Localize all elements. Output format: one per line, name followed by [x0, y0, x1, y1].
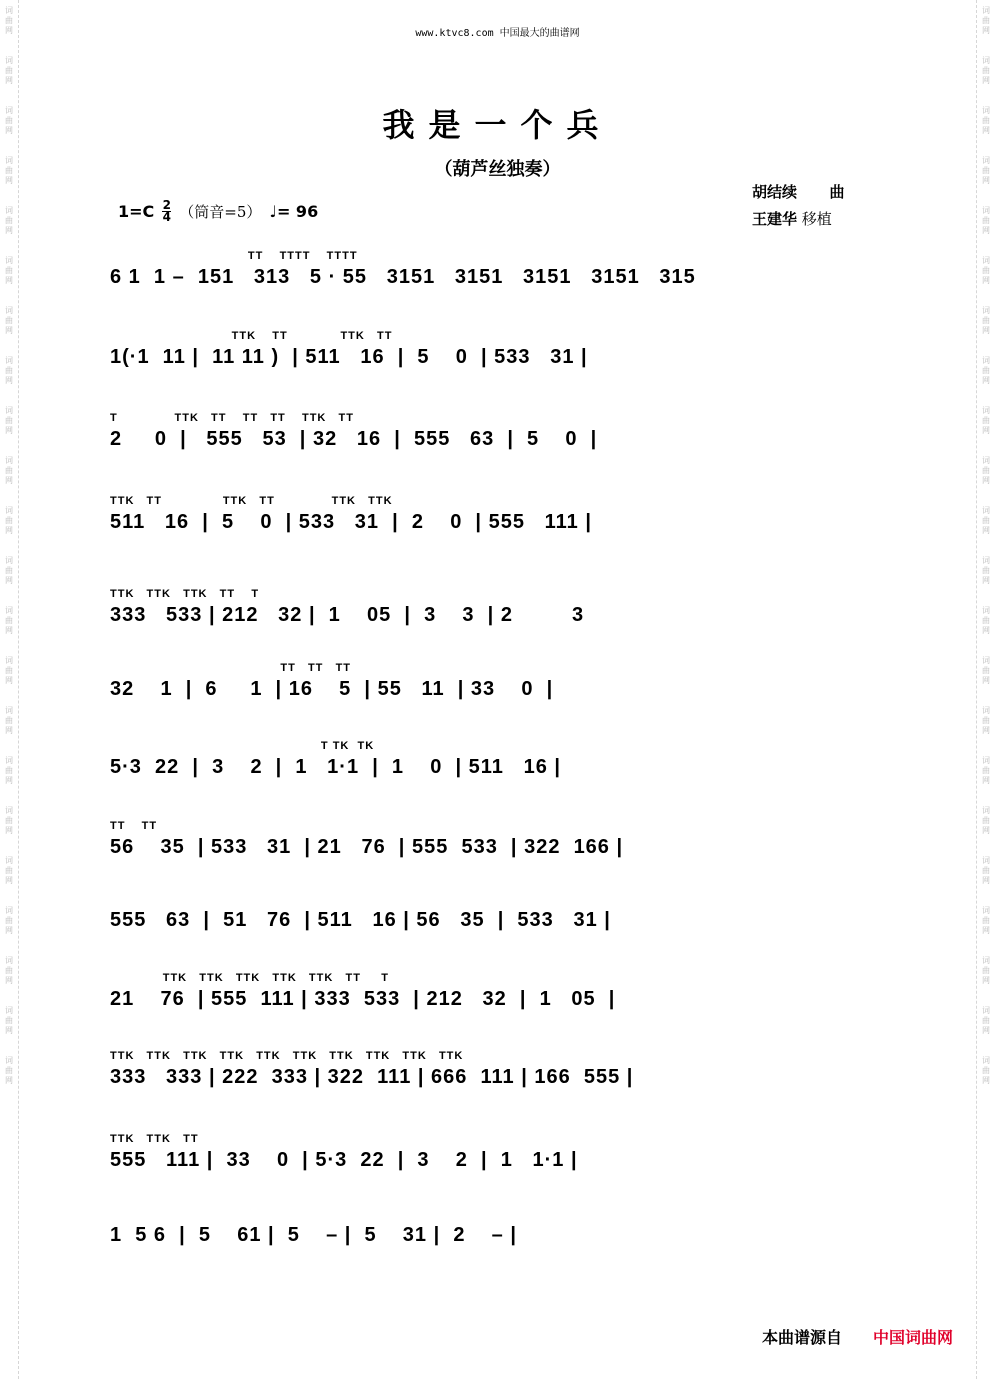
side-watermark-right	[976, 0, 995, 1379]
watermark-group	[5, 906, 13, 936]
watermark-char: 曲	[982, 216, 990, 225]
watermark-group	[5, 506, 13, 536]
score-row	[110, 820, 870, 872]
watermark-char: 网	[5, 476, 13, 485]
watermark-char: 词	[982, 1006, 990, 1015]
watermark-char: 网	[982, 776, 990, 785]
composer-credit	[752, 181, 845, 202]
watermark-char: 曲	[5, 1066, 13, 1075]
watermark-char: 曲	[982, 816, 990, 825]
score-row	[110, 662, 870, 714]
watermark-group	[5, 756, 13, 786]
site-header: www.ktvc8.com 中国最大的曲谱网	[415, 28, 580, 39]
watermark-char: 词	[5, 156, 13, 165]
watermark-group	[982, 856, 990, 886]
side-watermark-left	[0, 0, 19, 1379]
notation-line: 21 76 | 555 111 | 333 533 | 212 32 | 1 05 |	[110, 988, 616, 1010]
watermark-group	[982, 906, 990, 936]
articulation-marks: TTK TTK TT	[110, 1133, 199, 1145]
tempo-marking: ♩= 96	[269, 202, 319, 221]
score-row	[110, 588, 870, 640]
watermark-char: 曲	[5, 116, 13, 125]
notation-line: 2 0 | 555 53 | 32 16 | 555 63 | 5 0 |	[110, 428, 598, 450]
watermark-char: 词	[5, 806, 13, 815]
articulation-marks: TTK TT TTK TT	[110, 330, 393, 342]
notation-line: 555 111 | 33 0 | 5·3 22 | 3 2 | 1 1·1 |	[110, 1149, 578, 1171]
watermark-char: 曲	[5, 16, 13, 25]
watermark-char: 网	[982, 976, 990, 985]
watermark-char: 词	[982, 456, 990, 465]
watermark-group	[982, 306, 990, 336]
articulation-marks: TT TT TT	[110, 662, 352, 674]
arranger-role: 移植	[801, 210, 832, 228]
watermark-char: 词	[5, 206, 13, 215]
key-signature: 1=C	[118, 202, 155, 221]
watermark-char: 曲	[982, 366, 990, 375]
watermark-char: 网	[5, 1076, 13, 1085]
watermark-group	[5, 606, 13, 636]
watermark-char: 网	[5, 676, 13, 685]
score-row	[110, 250, 870, 302]
time-numerator: 2	[162, 198, 171, 212]
time-denominator: 4	[162, 210, 171, 224]
watermark-group	[982, 456, 990, 486]
watermark-char: 曲	[982, 166, 990, 175]
watermark-group	[5, 956, 13, 986]
watermark-char: 词	[982, 106, 990, 115]
articulation-marks: TT TTTT TTTT	[110, 250, 358, 262]
watermark-char: 曲	[982, 716, 990, 725]
watermark-group	[982, 956, 990, 986]
score-row	[110, 1133, 870, 1185]
watermark-char: 曲	[982, 116, 990, 125]
arranger-credit	[752, 208, 832, 229]
watermark-char: 网	[5, 176, 13, 185]
watermark-char: 曲	[982, 266, 990, 275]
watermark-char: 网	[5, 426, 13, 435]
watermark-char: 曲	[982, 566, 990, 575]
watermark-char: 词	[982, 6, 990, 15]
notation-line: 5·3 22 | 3 2 | 1 1·1 | 1 0 | 511 16 |	[110, 756, 561, 778]
watermark-char: 曲	[982, 866, 990, 875]
watermark-char: 词	[5, 656, 13, 665]
watermark-char: 曲	[5, 466, 13, 475]
watermark-char: 网	[5, 976, 13, 985]
page-subtitle: （葫芦丝独奏）	[434, 159, 561, 180]
watermark-char: 网	[5, 926, 13, 935]
watermark-char: 网	[5, 26, 13, 35]
watermark-group	[5, 206, 13, 236]
footer-source-label: 本曲谱源自	[762, 1328, 843, 1347]
watermark-group	[5, 556, 13, 586]
watermark-group	[982, 656, 990, 686]
watermark-char: 曲	[982, 316, 990, 325]
watermark-char: 曲	[5, 866, 13, 875]
watermark-char: 词	[5, 406, 13, 415]
watermark-char: 词	[982, 306, 990, 315]
watermark-group	[5, 256, 13, 286]
watermark-group	[982, 406, 990, 436]
watermark-char: 词	[982, 556, 990, 565]
watermark-char: 网	[982, 476, 990, 485]
score-row	[110, 972, 870, 1024]
watermark-group	[5, 356, 13, 386]
watermark-group	[5, 56, 13, 86]
watermark-char: 词	[982, 56, 990, 65]
watermark-char: 词	[5, 1006, 13, 1015]
watermark-char: 曲	[982, 416, 990, 425]
watermark-char: 曲	[982, 616, 990, 625]
watermark-char: 网	[982, 226, 990, 235]
key-signature-line	[118, 200, 318, 223]
watermark-char: 曲	[5, 216, 13, 225]
watermark-char: 词	[982, 406, 990, 415]
watermark-char: 曲	[5, 66, 13, 75]
watermark-group	[5, 456, 13, 486]
watermark-group	[5, 706, 13, 736]
watermark-char: 曲	[5, 966, 13, 975]
articulation-marks: TTK TTK TTK TTK TTK TTK TTK TTK TTK TTK	[110, 1050, 464, 1062]
watermark-char: 网	[5, 726, 13, 735]
watermark-group	[982, 556, 990, 586]
watermark-char: 网	[982, 1026, 990, 1035]
watermark-char: 词	[982, 656, 990, 665]
watermark-char: 网	[982, 626, 990, 635]
notation-line: 1 5 6 | 5 61 | 5 – | 5 31 | 2 – |	[110, 1224, 517, 1246]
watermark-group	[982, 756, 990, 786]
watermark-char: 网	[5, 76, 13, 85]
watermark-char: 曲	[5, 716, 13, 725]
watermark-char: 网	[982, 376, 990, 385]
watermark-char: 曲	[5, 666, 13, 675]
watermark-char: 网	[982, 576, 990, 585]
watermark-char: 词	[5, 1056, 13, 1065]
watermark-char: 曲	[982, 66, 990, 75]
watermark-char: 网	[982, 76, 990, 85]
watermark-char: 词	[5, 106, 13, 115]
articulation-marks: T TTK TT TT TT TTK TT	[110, 412, 354, 424]
watermark-char: 词	[982, 906, 990, 915]
notation-line: 333 333 | 222 333 | 322 111 | 666 111 | 166 555 |	[110, 1066, 634, 1088]
watermark-char: 网	[5, 326, 13, 335]
watermark-char: 词	[5, 856, 13, 865]
watermark-char: 网	[5, 826, 13, 835]
watermark-char: 曲	[5, 816, 13, 825]
watermark-char: 网	[5, 226, 13, 235]
watermark-char: 词	[982, 706, 990, 715]
watermark-char: 网	[982, 26, 990, 35]
watermark-char: 网	[5, 276, 13, 285]
score-row	[110, 1050, 870, 1102]
watermark-char: 网	[5, 526, 13, 535]
watermark-group	[982, 506, 990, 536]
watermark-char: 网	[5, 876, 13, 885]
watermark-group	[5, 306, 13, 336]
watermark-char: 网	[5, 576, 13, 585]
watermark-char: 曲	[5, 516, 13, 525]
watermark-char: 词	[5, 756, 13, 765]
watermark-char: 网	[5, 376, 13, 385]
watermark-group	[5, 656, 13, 686]
watermark-char: 曲	[5, 566, 13, 575]
notation-line: 333 533 | 212 32 | 1 05 | 3 3 | 2 3	[110, 604, 585, 626]
watermark-char: 网	[982, 526, 990, 535]
watermark-char: 词	[982, 1056, 990, 1065]
watermark-group	[982, 1006, 990, 1036]
watermark-char: 曲	[5, 416, 13, 425]
notation-line: 56 35 | 533 31 | 21 76 | 555 533 | 322 166 |	[110, 836, 624, 858]
watermark-char: 词	[982, 206, 990, 215]
watermark-char: 曲	[5, 766, 13, 775]
watermark-char: 词	[5, 256, 13, 265]
watermark-char: 词	[5, 306, 13, 315]
watermark-group	[982, 806, 990, 836]
watermark-char: 词	[5, 356, 13, 365]
watermark-char: 网	[982, 276, 990, 285]
watermark-char: 词	[5, 956, 13, 965]
watermark-char: 网	[982, 926, 990, 935]
articulation-marks: T TK TK	[110, 740, 375, 752]
watermark-char: 曲	[982, 466, 990, 475]
watermark-char: 网	[982, 126, 990, 135]
watermark-group	[982, 56, 990, 86]
watermark-char: 词	[5, 906, 13, 915]
watermark-group	[982, 706, 990, 736]
arranger-name: 王建华	[752, 210, 798, 228]
watermark-char: 网	[5, 626, 13, 635]
watermark-char: 曲	[982, 516, 990, 525]
watermark-group	[5, 856, 13, 886]
watermark-group	[5, 1056, 13, 1086]
watermark-char: 词	[982, 856, 990, 865]
watermark-char: 曲	[982, 1066, 990, 1075]
watermark-char: 网	[982, 426, 990, 435]
time-signature	[162, 200, 171, 223]
notation-line: 555 63 | 51 76 | 511 16 | 56 35 | 533 31 |	[110, 909, 611, 931]
composer-name: 胡结续	[752, 183, 798, 201]
watermark-char: 词	[5, 706, 13, 715]
watermark-char: 词	[5, 6, 13, 15]
notation-line: 511 16 | 5 0 | 533 31 | 2 0 | 555 111 |	[110, 511, 592, 533]
watermark-char: 词	[5, 506, 13, 515]
page-title: 我是一个兵	[382, 106, 613, 144]
watermark-char: 网	[982, 876, 990, 885]
watermark-char: 词	[982, 956, 990, 965]
watermark-char: 网	[5, 1026, 13, 1035]
watermark-char: 曲	[5, 316, 13, 325]
watermark-char: 曲	[982, 1016, 990, 1025]
articulation-marks: TT TT	[110, 820, 158, 832]
watermark-char: 曲	[5, 616, 13, 625]
footer-brand: 中国词曲网	[873, 1328, 954, 1347]
watermark-char: 词	[5, 456, 13, 465]
watermark-char: 词	[5, 56, 13, 65]
watermark-group	[5, 1006, 13, 1036]
watermark-char: 曲	[5, 166, 13, 175]
articulation-marks: TTK TTK TTK TTK TTK TT T	[110, 972, 389, 984]
watermark-char: 网	[982, 826, 990, 835]
watermark-char: 曲	[982, 966, 990, 975]
watermark-char: 词	[982, 506, 990, 515]
notation-line: 1(·1 11 | 11 11 ) | 511 16 | 5 0 | 533 31 |	[110, 346, 588, 368]
watermark-char: 词	[982, 356, 990, 365]
watermark-char: 词	[982, 606, 990, 615]
watermark-char: 词	[5, 606, 13, 615]
score-row	[110, 330, 870, 382]
watermark-char: 网	[982, 726, 990, 735]
watermark-char: 词	[982, 256, 990, 265]
watermark-group	[5, 806, 13, 836]
articulation-marks: TTK TT TTK TT TTK TTK	[110, 495, 393, 507]
watermark-char: 曲	[982, 916, 990, 925]
composer-role: 曲	[829, 183, 845, 201]
drone-note: （筒音=5）	[179, 203, 262, 221]
watermark-char: 词	[982, 156, 990, 165]
watermark-char: 曲	[982, 766, 990, 775]
watermark-group	[982, 1056, 990, 1086]
watermark-char: 网	[982, 326, 990, 335]
watermark-group	[982, 256, 990, 286]
articulation-marks: TTK TTK TTK TT T	[110, 588, 260, 600]
watermark-char: 曲	[982, 666, 990, 675]
watermark-group	[982, 356, 990, 386]
watermark-group	[5, 406, 13, 436]
watermark-group	[982, 206, 990, 236]
notation-line: 32 1 | 6 1 | 16 5 | 55 11 | 33 0 |	[110, 678, 554, 700]
watermark-char: 网	[5, 126, 13, 135]
score-row	[110, 893, 870, 945]
watermark-char: 曲	[5, 366, 13, 375]
watermark-char: 词	[982, 756, 990, 765]
watermark-char: 曲	[982, 16, 990, 25]
watermark-char: 曲	[5, 916, 13, 925]
watermark-char: 网	[5, 776, 13, 785]
watermark-char: 词	[982, 806, 990, 815]
watermark-char: 曲	[5, 266, 13, 275]
score-row	[110, 412, 870, 464]
score-row	[110, 1208, 870, 1260]
watermark-char: 网	[982, 1076, 990, 1085]
notation-line: 6 1 1 – 151 313 5 · 55 3151 3151 3151 3151 315	[110, 266, 696, 288]
watermark-char: 词	[5, 556, 13, 565]
score-row	[110, 740, 870, 792]
watermark-char: 网	[982, 176, 990, 185]
watermark-char: 网	[982, 676, 990, 685]
watermark-group	[982, 606, 990, 636]
watermark-char: 曲	[5, 1016, 13, 1025]
score-row	[110, 495, 870, 547]
